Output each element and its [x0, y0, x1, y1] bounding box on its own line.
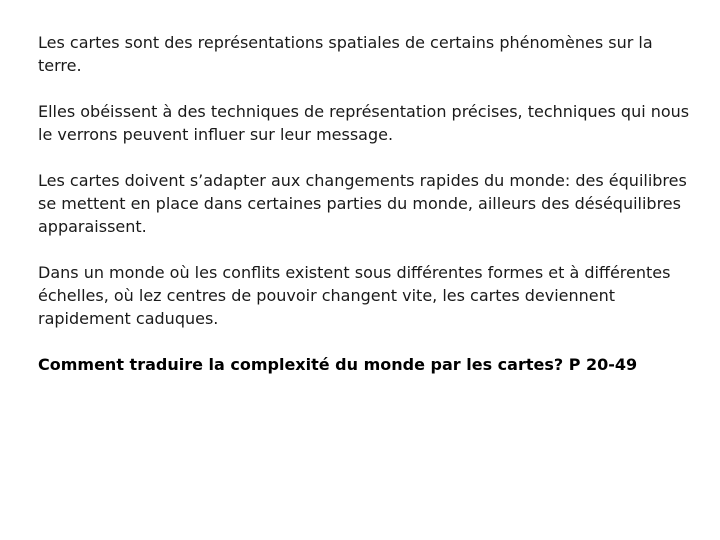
guiding-question: Comment traduire la complexité du monde par les cartes? P 20-49: [38, 355, 638, 374]
paragraph-representation-techniques: Elles obéissent à des techniques de représentation précises, techniques qui nous le verrons peuvent influer sur leur message.: [38, 102, 690, 144]
paragraph-world-changes: Les cartes doivent s’adapter aux changements rapides du monde: des équilibres se mettent en place dans certaines parties du monde, ailleurs des déséquilibres apparaissent.: [38, 171, 687, 236]
text-block: [38, 31, 700, 399]
paragraph-maps-definition: Les cartes sont des représentations spatiales de certains phénomènes sur la terre.: [38, 33, 653, 75]
paragraph-conflicts: Dans un monde où les conflits existent sous différentes formes et à différentes échelles, où lez centres de pouvoir changent vite, les cartes deviennent rapidement caduques.: [38, 263, 671, 328]
